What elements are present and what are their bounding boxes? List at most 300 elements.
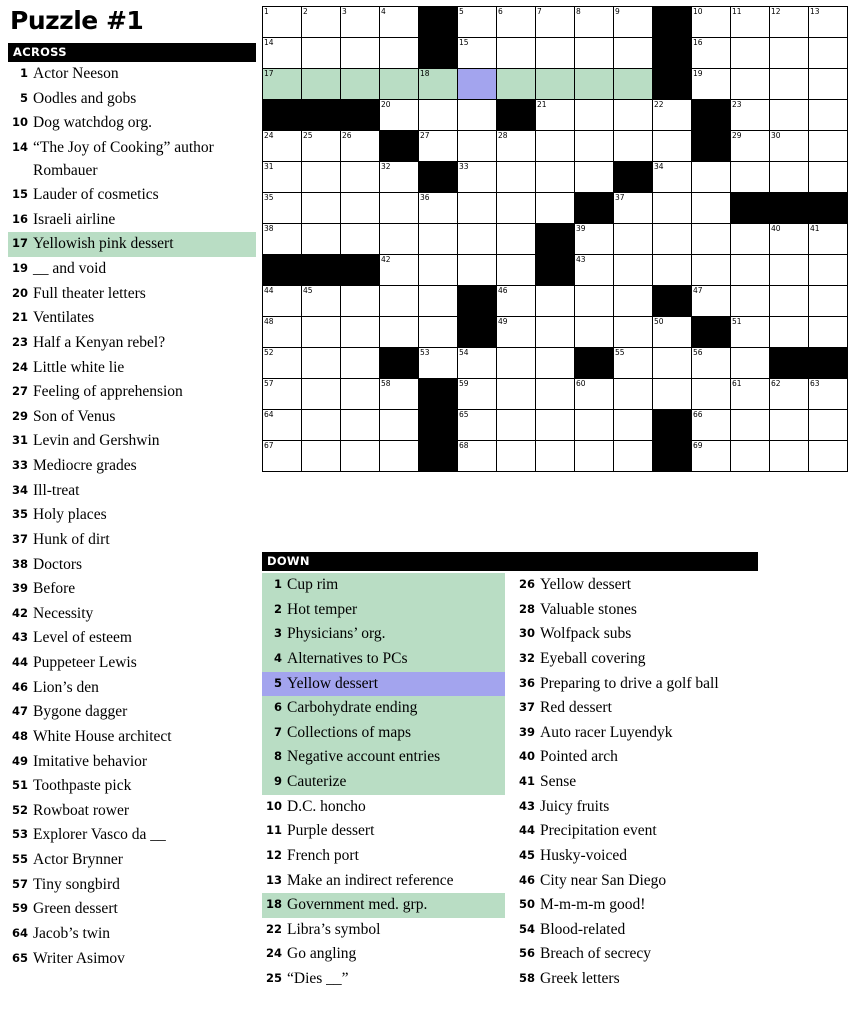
grid-cell[interactable] xyxy=(302,193,341,224)
grid-cell[interactable] xyxy=(653,348,692,379)
grid-cell[interactable] xyxy=(458,224,497,255)
clue-item[interactable] xyxy=(8,208,256,233)
grid-cell[interactable] xyxy=(731,7,770,38)
grid-cell[interactable] xyxy=(575,224,614,255)
clue-item[interactable] xyxy=(8,429,256,454)
clue-item[interactable] xyxy=(262,770,505,795)
grid-cell[interactable] xyxy=(380,255,419,286)
grid-cell[interactable] xyxy=(419,348,458,379)
clue-text: Writer Asimov xyxy=(33,949,125,967)
grid-cell[interactable] xyxy=(731,69,770,100)
grid-cell[interactable] xyxy=(614,7,653,38)
grid-cell[interactable] xyxy=(731,317,770,348)
grid-cell[interactable] xyxy=(770,162,809,193)
grid-cell[interactable] xyxy=(419,100,458,131)
grid-cell[interactable] xyxy=(575,441,614,472)
grid-cell[interactable] xyxy=(263,193,302,224)
grid-cell[interactable] xyxy=(809,38,848,69)
clue-number: 44 xyxy=(518,823,535,838)
grid-cell[interactable] xyxy=(419,193,458,224)
clue-item[interactable] xyxy=(8,479,256,504)
clue-item[interactable] xyxy=(515,672,758,697)
clue-item[interactable] xyxy=(515,942,758,967)
clue-number: 28 xyxy=(518,601,535,616)
grid-cell[interactable] xyxy=(458,7,497,38)
grid-cell[interactable] xyxy=(497,162,536,193)
grid-cell[interactable] xyxy=(263,379,302,410)
clue-item[interactable] xyxy=(515,598,758,623)
grid-cell[interactable] xyxy=(380,441,419,472)
grid-cell[interactable] xyxy=(380,224,419,255)
clue-item[interactable] xyxy=(515,869,758,894)
clue-item[interactable] xyxy=(8,676,256,701)
grid-cell[interactable] xyxy=(809,162,848,193)
clue-text: Green dessert xyxy=(33,900,118,918)
grid-cell[interactable] xyxy=(575,379,614,410)
grid-cell[interactable] xyxy=(302,348,341,379)
grid-cell-number: 2 xyxy=(303,7,308,16)
grid-cell[interactable] xyxy=(497,131,536,162)
grid-cell[interactable] xyxy=(302,38,341,69)
grid-cell[interactable] xyxy=(341,7,380,38)
grid-cell[interactable] xyxy=(614,286,653,317)
grid-block-cell xyxy=(770,193,809,224)
grid-cell[interactable] xyxy=(341,131,380,162)
grid-cell[interactable] xyxy=(614,193,653,224)
grid-cell[interactable] xyxy=(575,286,614,317)
grid-cell[interactable] xyxy=(614,69,653,100)
clue-item[interactable] xyxy=(8,725,256,750)
clue-item[interactable] xyxy=(8,553,256,578)
grid-cell[interactable] xyxy=(263,224,302,255)
grid-cell[interactable] xyxy=(380,100,419,131)
grid-cell-number: 59 xyxy=(459,379,469,388)
clue-item[interactable] xyxy=(262,622,505,647)
grid-cell[interactable] xyxy=(614,317,653,348)
clue-item[interactable] xyxy=(262,918,505,943)
clue-item[interactable] xyxy=(262,795,505,820)
grid-cell[interactable] xyxy=(809,100,848,131)
clue-item[interactable] xyxy=(8,897,256,922)
grid-cell-number: 28 xyxy=(498,131,508,140)
grid-cell[interactable] xyxy=(614,255,653,286)
grid-cell[interactable] xyxy=(341,317,380,348)
clue-item[interactable] xyxy=(262,819,505,844)
clue-item[interactable] xyxy=(8,774,256,799)
grid-cell[interactable] xyxy=(770,286,809,317)
grid-cell[interactable] xyxy=(380,410,419,441)
grid-cell[interactable] xyxy=(536,38,575,69)
grid-cell[interactable] xyxy=(692,410,731,441)
clue-item[interactable] xyxy=(515,893,758,918)
grid-cell[interactable] xyxy=(263,131,302,162)
grid-cell-number: 23 xyxy=(732,100,742,109)
clue-text: French port xyxy=(287,846,359,864)
clue-item[interactable] xyxy=(262,967,505,992)
grid-cell[interactable] xyxy=(770,131,809,162)
grid-cell[interactable] xyxy=(302,69,341,100)
grid-cell[interactable] xyxy=(341,38,380,69)
clue-item[interactable] xyxy=(262,745,505,770)
clue-item[interactable] xyxy=(515,770,758,795)
grid-block-cell xyxy=(536,224,575,255)
clue-item[interactable] xyxy=(8,257,256,282)
clue-number: 10 xyxy=(265,798,282,813)
grid-cell-number: 50 xyxy=(654,317,664,326)
grid-cell[interactable] xyxy=(497,410,536,441)
grid-cell[interactable] xyxy=(419,69,458,100)
clue-item[interactable] xyxy=(262,696,505,721)
grid-cell[interactable] xyxy=(497,193,536,224)
grid-cell[interactable] xyxy=(692,348,731,379)
grid-cell[interactable] xyxy=(341,410,380,441)
clue-item[interactable] xyxy=(8,602,256,627)
clue-item[interactable] xyxy=(8,947,256,972)
clue-item[interactable] xyxy=(515,696,758,721)
grid-cell[interactable] xyxy=(575,317,614,348)
grid-cell[interactable] xyxy=(302,410,341,441)
grid-block-cell xyxy=(263,255,302,286)
grid-cell[interactable] xyxy=(731,100,770,131)
grid-cell[interactable] xyxy=(263,69,302,100)
grid-cell-number: 68 xyxy=(459,441,469,450)
grid-cell[interactable] xyxy=(575,410,614,441)
grid-cell[interactable] xyxy=(653,100,692,131)
grid-cell[interactable] xyxy=(809,131,848,162)
grid-cell[interactable] xyxy=(458,441,497,472)
clue-text: Collections of maps xyxy=(287,723,411,741)
grid-cell[interactable] xyxy=(497,286,536,317)
grid-cell[interactable] xyxy=(302,131,341,162)
grid-cell[interactable] xyxy=(731,286,770,317)
grid-cell-number: 6 xyxy=(498,7,503,16)
grid-cell[interactable] xyxy=(380,69,419,100)
grid-cell[interactable] xyxy=(497,441,536,472)
grid-cell[interactable] xyxy=(575,69,614,100)
grid-cell[interactable] xyxy=(536,162,575,193)
grid-cell[interactable] xyxy=(302,379,341,410)
grid-cell[interactable] xyxy=(575,162,614,193)
grid-cell[interactable] xyxy=(731,441,770,472)
grid-cell[interactable] xyxy=(341,348,380,379)
grid-cell[interactable] xyxy=(536,69,575,100)
grid-cell[interactable] xyxy=(692,38,731,69)
grid-cell[interactable] xyxy=(575,38,614,69)
clue-item[interactable] xyxy=(8,356,256,381)
clue-text: Negative account entries xyxy=(287,748,441,766)
grid-cell[interactable] xyxy=(575,100,614,131)
clue-item[interactable] xyxy=(262,573,505,598)
grid-cell[interactable] xyxy=(614,100,653,131)
grid-cell[interactable] xyxy=(458,410,497,441)
clue-item[interactable] xyxy=(515,647,758,672)
clue-item[interactable] xyxy=(8,331,256,356)
grid-cell[interactable] xyxy=(263,348,302,379)
clue-item[interactable] xyxy=(8,873,256,898)
grid-cell[interactable] xyxy=(770,38,809,69)
grid-cell[interactable] xyxy=(653,317,692,348)
clue-item[interactable] xyxy=(515,622,758,647)
grid-cell-number: 1 xyxy=(264,7,269,16)
clue-item[interactable] xyxy=(515,721,758,746)
grid-cell[interactable] xyxy=(692,162,731,193)
grid-cell-number: 67 xyxy=(264,441,274,450)
grid-cell[interactable] xyxy=(380,379,419,410)
clue-number: 53 xyxy=(11,827,28,842)
grid-cell[interactable] xyxy=(341,162,380,193)
grid-cell[interactable] xyxy=(809,286,848,317)
grid-cell[interactable] xyxy=(614,410,653,441)
grid-cell[interactable] xyxy=(380,7,419,38)
clue-item[interactable] xyxy=(515,844,758,869)
grid-cell[interactable] xyxy=(302,286,341,317)
clue-item[interactable] xyxy=(262,721,505,746)
grid-cell[interactable] xyxy=(302,162,341,193)
grid-cell[interactable] xyxy=(458,131,497,162)
clue-item[interactable] xyxy=(262,893,505,918)
clue-item[interactable] xyxy=(262,647,505,672)
clue-text: Yellow dessert xyxy=(287,674,378,692)
grid-cell[interactable] xyxy=(302,224,341,255)
clue-item[interactable] xyxy=(8,503,256,528)
grid-cell[interactable] xyxy=(575,131,614,162)
grid-cell[interactable] xyxy=(458,255,497,286)
grid-cell[interactable] xyxy=(380,193,419,224)
grid-cell[interactable] xyxy=(692,379,731,410)
grid-cell-number: 13 xyxy=(810,7,820,16)
grid-cell[interactable] xyxy=(536,286,575,317)
grid-row xyxy=(263,131,848,162)
grid-cell[interactable] xyxy=(653,162,692,193)
grid-cell[interactable] xyxy=(263,7,302,38)
grid-cell[interactable] xyxy=(692,69,731,100)
grid-cell[interactable] xyxy=(263,410,302,441)
clue-item[interactable] xyxy=(8,577,256,602)
grid-cell[interactable] xyxy=(341,286,380,317)
clue-text: Precipitation event xyxy=(540,822,657,840)
clue-text: Blood-related xyxy=(540,920,626,938)
grid-cell[interactable] xyxy=(770,100,809,131)
grid-cell[interactable] xyxy=(770,410,809,441)
grid-cell[interactable] xyxy=(809,317,848,348)
grid-cell[interactable] xyxy=(419,224,458,255)
clue-text: Ill-treat xyxy=(33,481,80,499)
grid-block-cell xyxy=(653,441,692,472)
grid-cell[interactable] xyxy=(614,379,653,410)
clue-item[interactable] xyxy=(8,651,256,676)
grid-cell[interactable] xyxy=(380,162,419,193)
grid-cell[interactable] xyxy=(731,348,770,379)
grid-cell[interactable] xyxy=(770,255,809,286)
grid-cell[interactable] xyxy=(809,441,848,472)
grid-cell[interactable] xyxy=(809,69,848,100)
grid-cell[interactable] xyxy=(770,317,809,348)
clue-item[interactable] xyxy=(8,823,256,848)
grid-cell[interactable] xyxy=(770,69,809,100)
grid-cell[interactable] xyxy=(341,441,380,472)
grid-cell[interactable] xyxy=(614,441,653,472)
grid-cell[interactable] xyxy=(419,286,458,317)
grid-cell[interactable] xyxy=(497,224,536,255)
grid-cell[interactable] xyxy=(419,255,458,286)
grid-cell[interactable] xyxy=(653,255,692,286)
grid-cell[interactable] xyxy=(575,7,614,38)
grid-cell[interactable] xyxy=(536,193,575,224)
grid-cell[interactable] xyxy=(731,255,770,286)
clue-item[interactable] xyxy=(262,869,505,894)
grid-cell[interactable] xyxy=(497,348,536,379)
grid-cell-number: 69 xyxy=(693,441,703,450)
grid-cell[interactable] xyxy=(692,7,731,38)
clue-item[interactable] xyxy=(515,573,758,598)
clue-item[interactable] xyxy=(8,922,256,947)
grid-cell[interactable] xyxy=(341,379,380,410)
grid-cell[interactable] xyxy=(497,379,536,410)
grid-cell[interactable] xyxy=(497,69,536,100)
clue-item[interactable] xyxy=(262,672,505,697)
clue-item[interactable] xyxy=(515,918,758,943)
grid-cell[interactable] xyxy=(536,379,575,410)
clue-item[interactable] xyxy=(8,136,256,183)
grid-cell[interactable] xyxy=(809,224,848,255)
clue-item[interactable] xyxy=(8,306,256,331)
grid-cell[interactable] xyxy=(341,224,380,255)
clue-item[interactable] xyxy=(515,795,758,820)
clue-text: Son of Venus xyxy=(33,407,116,425)
grid-cell[interactable] xyxy=(380,38,419,69)
grid-cell[interactable] xyxy=(653,131,692,162)
clue-item[interactable] xyxy=(8,232,256,257)
grid-cell[interactable] xyxy=(692,441,731,472)
grid-cell[interactable] xyxy=(731,224,770,255)
grid-cell[interactable] xyxy=(302,7,341,38)
grid-cell[interactable] xyxy=(731,38,770,69)
grid-cell[interactable] xyxy=(731,131,770,162)
grid-cell[interactable] xyxy=(653,379,692,410)
grid-cell[interactable] xyxy=(809,410,848,441)
grid-cell[interactable] xyxy=(809,7,848,38)
grid-cell[interactable] xyxy=(536,131,575,162)
clue-item[interactable] xyxy=(262,598,505,623)
grid-cell[interactable] xyxy=(614,38,653,69)
grid-cell[interactable] xyxy=(653,224,692,255)
grid-cell[interactable] xyxy=(809,379,848,410)
grid-cell[interactable] xyxy=(731,379,770,410)
clue-item[interactable] xyxy=(8,750,256,775)
clue-item[interactable] xyxy=(8,700,256,725)
grid-cell[interactable] xyxy=(692,193,731,224)
grid-cell[interactable] xyxy=(536,317,575,348)
clue-number: 1 xyxy=(273,577,282,592)
grid-cell[interactable] xyxy=(497,38,536,69)
grid-cell[interactable] xyxy=(302,317,341,348)
grid-cell[interactable] xyxy=(497,255,536,286)
grid-cell[interactable] xyxy=(731,410,770,441)
clue-item[interactable] xyxy=(8,528,256,553)
clue-item[interactable] xyxy=(8,848,256,873)
grid-cell[interactable] xyxy=(770,441,809,472)
grid-cell[interactable] xyxy=(614,348,653,379)
clue-item[interactable] xyxy=(8,799,256,824)
clue-item[interactable] xyxy=(262,844,505,869)
clue-item[interactable] xyxy=(262,942,505,967)
grid-cell[interactable] xyxy=(536,348,575,379)
grid-cell-number: 34 xyxy=(654,162,664,171)
grid-cell[interactable] xyxy=(692,286,731,317)
grid-cell-number: 16 xyxy=(693,38,703,47)
grid-cell[interactable] xyxy=(263,162,302,193)
grid-cell[interactable] xyxy=(497,317,536,348)
grid-cell[interactable] xyxy=(458,69,497,100)
clue-item[interactable] xyxy=(8,405,256,430)
grid-cell[interactable] xyxy=(341,193,380,224)
grid-cell[interactable] xyxy=(536,100,575,131)
clue-item[interactable] xyxy=(8,626,256,651)
grid-cell[interactable] xyxy=(770,379,809,410)
grid-cell-number: 29 xyxy=(732,131,742,140)
grid-cell[interactable] xyxy=(458,38,497,69)
clue-text: __ and void xyxy=(33,260,107,278)
grid-block-cell xyxy=(341,255,380,286)
grid-cell[interactable] xyxy=(497,7,536,38)
clue-item[interactable] xyxy=(8,62,256,87)
clue-item[interactable] xyxy=(515,745,758,770)
clue-item[interactable] xyxy=(8,380,256,405)
grid-cell[interactable] xyxy=(692,224,731,255)
grid-cell-number: 7 xyxy=(537,7,542,16)
grid-cell[interactable] xyxy=(614,224,653,255)
grid-cell[interactable] xyxy=(419,317,458,348)
grid-cell[interactable] xyxy=(458,348,497,379)
clue-item[interactable] xyxy=(8,454,256,479)
clue-item[interactable] xyxy=(8,111,256,136)
clue-item[interactable] xyxy=(8,183,256,208)
grid-cell[interactable] xyxy=(809,255,848,286)
grid-cell[interactable] xyxy=(419,131,458,162)
clue-number: 16 xyxy=(11,211,28,226)
grid-cell[interactable] xyxy=(458,162,497,193)
grid-cell[interactable] xyxy=(302,441,341,472)
grid-cell[interactable] xyxy=(458,379,497,410)
clue-item[interactable] xyxy=(515,967,758,992)
grid-cell[interactable] xyxy=(770,224,809,255)
grid-cell[interactable] xyxy=(380,286,419,317)
grid-cell-number: 61 xyxy=(732,379,742,388)
grid-cell[interactable] xyxy=(341,69,380,100)
grid-cell[interactable] xyxy=(692,255,731,286)
grid-cell[interactable] xyxy=(263,441,302,472)
clue-item[interactable] xyxy=(8,282,256,307)
grid-cell[interactable] xyxy=(458,100,497,131)
grid-cell[interactable] xyxy=(653,193,692,224)
grid-cell[interactable] xyxy=(614,131,653,162)
clue-item[interactable] xyxy=(8,87,256,112)
grid-cell[interactable] xyxy=(536,441,575,472)
grid-cell[interactable] xyxy=(536,7,575,38)
grid-cell[interactable] xyxy=(575,255,614,286)
grid-cell[interactable] xyxy=(731,162,770,193)
grid-cell[interactable] xyxy=(263,317,302,348)
grid-cell[interactable] xyxy=(770,7,809,38)
grid-cell[interactable] xyxy=(380,317,419,348)
grid-cell[interactable] xyxy=(536,410,575,441)
clue-item[interactable] xyxy=(515,819,758,844)
grid-cell[interactable] xyxy=(263,38,302,69)
crossword-grid[interactable] xyxy=(262,6,848,472)
grid-cell-number: 22 xyxy=(654,100,664,109)
grid-cell[interactable] xyxy=(458,193,497,224)
grid-cell[interactable] xyxy=(263,286,302,317)
